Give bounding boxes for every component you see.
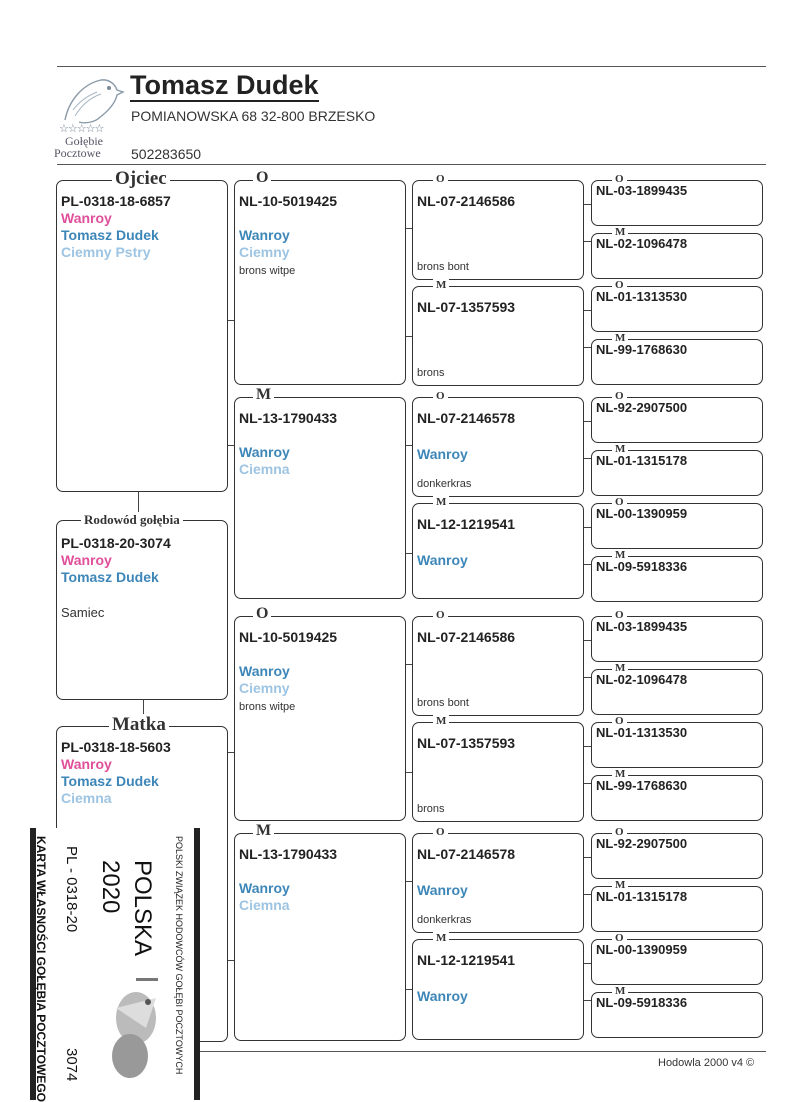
- header-top-rule: [57, 66, 766, 67]
- gen3-box: [412, 173, 584, 280]
- connector: [584, 458, 591, 459]
- gen2-strain: Wanroy: [239, 663, 290, 679]
- gen4-box: [591, 226, 763, 279]
- gen3-box: [412, 279, 584, 386]
- sire-label: O: [253, 606, 271, 622]
- software-credit: Hodowla 2000 v4 ©: [658, 1057, 755, 1069]
- gen4-box: [591, 173, 763, 226]
- ownership-card: [30, 828, 200, 1100]
- gen4-ring: NL-01-1315178: [596, 453, 688, 468]
- sire-label: O: [612, 390, 627, 402]
- subject-sex: Samiec: [61, 605, 105, 620]
- gen3-ring: NL-12-1219541: [417, 952, 516, 968]
- gen2-box: [234, 822, 406, 1041]
- connector: [584, 527, 591, 528]
- card-country: POLSKA: [129, 860, 156, 957]
- mother-color: Ciemna: [61, 790, 112, 806]
- gen4-ring: NL-03-1899435: [596, 619, 688, 634]
- gen3-note: brons bont: [417, 261, 469, 273]
- gen3-strain: Wanroy: [417, 988, 468, 1004]
- gen4-box: [591, 609, 763, 662]
- gen2-ring: NL-10-5019425: [239, 629, 338, 645]
- gen3-ring: NL-07-2146586: [417, 193, 516, 209]
- card-year: 2020: [97, 860, 124, 914]
- father-ring: PL-0318-18-6857: [61, 193, 171, 209]
- breeder-name: Tomasz Dudek: [130, 70, 319, 100]
- connector: [406, 772, 412, 773]
- gen2-box: [234, 169, 406, 385]
- dam-label: M: [433, 932, 449, 944]
- gen3-box: [412, 390, 584, 497]
- gen3-box: [412, 496, 584, 599]
- gen4-box: [591, 985, 763, 1038]
- gen4-box: [591, 496, 763, 549]
- gen3-note: donkerkras: [417, 914, 472, 926]
- gen4-box: [591, 390, 763, 443]
- sire-label: O: [433, 173, 448, 185]
- subject-strain: Wanroy: [61, 552, 112, 568]
- connector: [228, 445, 234, 446]
- gen2-note: brons witpe: [239, 701, 296, 713]
- connector: [584, 640, 591, 641]
- mother-strain: Wanroy: [61, 756, 112, 772]
- gen3-box: [412, 715, 584, 822]
- dam-label: M: [253, 823, 274, 839]
- breeder-phone: 502283650: [131, 146, 202, 162]
- sire-label: O: [612, 826, 627, 838]
- gen3-box: [412, 826, 584, 933]
- connector: [584, 746, 591, 747]
- card-title: KARTA WŁASNOŚCI GOŁĘBIA POCZTOWEGO: [34, 836, 48, 1102]
- subject-box: [56, 512, 228, 700]
- breeder-address: POMIANOWSKA 68 32-800 BRZESKO: [131, 108, 376, 124]
- gen2-ring: NL-10-5019425: [239, 193, 338, 209]
- gen4-ring: NL-09-5918336: [596, 559, 688, 574]
- gen2-box: [234, 386, 406, 599]
- gen3-ring: NL-07-1357593: [417, 299, 516, 315]
- dam-label: M: [253, 387, 274, 403]
- gen2-box: [234, 605, 406, 821]
- gen3-note: brons: [417, 367, 445, 379]
- logo: [55, 70, 127, 162]
- dam-label: M: [612, 879, 628, 891]
- gen3-strain: Wanroy: [417, 882, 468, 898]
- gen2-ring: NL-13-1790433: [239, 846, 338, 862]
- father-color: Ciemny Pstry: [61, 244, 151, 260]
- sire-label: O: [612, 932, 627, 944]
- connector: [584, 241, 591, 242]
- connector: [228, 960, 234, 961]
- mother-label: Matka: [109, 714, 169, 736]
- gen4-ring: NL-01-1313530: [596, 289, 688, 304]
- gen4-ring: NL-09-5918336: [596, 995, 688, 1010]
- gen4-box: [591, 549, 763, 602]
- logo-stars: ☆☆☆☆☆: [59, 123, 104, 135]
- gen2-color: Ciemny: [239, 680, 290, 696]
- gen3-ring: NL-07-2146578: [417, 846, 516, 862]
- dam-label: M: [433, 715, 449, 727]
- connector: [584, 1000, 591, 1001]
- gen2-ring: NL-13-1790433: [239, 410, 338, 426]
- connector: [584, 963, 591, 964]
- subject-owner: Tomasz Dudek: [61, 569, 159, 585]
- father-label: Ojciec: [112, 168, 170, 190]
- gen3-strain: Wanroy: [417, 446, 468, 462]
- gen2-strain: Wanroy: [239, 227, 290, 243]
- dam-label: M: [433, 496, 449, 508]
- mother-ring: PL-0318-18-5603: [61, 739, 171, 755]
- gen2-color: Ciemna: [239, 461, 290, 477]
- gen4-ring: NL-02-1096478: [596, 672, 688, 687]
- gen2-color: Ciemny: [239, 244, 290, 260]
- gen3-note: brons bont: [417, 697, 469, 709]
- connector: [406, 664, 412, 665]
- dam-label: M: [612, 985, 628, 997]
- connector: [584, 564, 591, 565]
- gen4-ring: NL-00-1390959: [596, 506, 688, 521]
- gen4-box: [591, 662, 763, 715]
- gen3-box: [412, 609, 584, 716]
- father-owner: Tomasz Dudek: [61, 227, 159, 243]
- sire-label: O: [433, 826, 448, 838]
- dam-label: M: [612, 226, 628, 238]
- connector: [406, 336, 412, 337]
- card-ring-prefix: PL - 0318-20: [63, 846, 80, 933]
- sire-label: O: [612, 173, 627, 185]
- connector: [406, 989, 412, 990]
- connector: [228, 320, 234, 321]
- gen2-strain: Wanroy: [239, 444, 290, 460]
- gen4-box: [591, 332, 763, 385]
- gen4-ring: NL-01-1315178: [596, 889, 688, 904]
- subject-ring: PL-0318-20-3074: [61, 535, 171, 551]
- gen4-box: [591, 932, 763, 985]
- connector: [406, 228, 412, 229]
- connector: [584, 857, 591, 858]
- gen4-box: [591, 768, 763, 821]
- gen4-box: [591, 826, 763, 879]
- gen4-box: [591, 715, 763, 768]
- sire-label: O: [612, 279, 627, 291]
- connector: [584, 347, 591, 348]
- connector: [584, 677, 591, 678]
- pigeon-logo-icon: [55, 70, 127, 128]
- connector: [406, 553, 412, 554]
- sire-label: O: [433, 390, 448, 402]
- dam-label: M: [612, 332, 628, 344]
- footer-rule: [200, 1051, 766, 1052]
- sire-label: O: [433, 609, 448, 621]
- gen4-ring: NL-00-1390959: [596, 942, 688, 957]
- gen4-ring: NL-99-1768630: [596, 342, 688, 357]
- gen2-strain: Wanroy: [239, 880, 290, 896]
- connector: [406, 881, 412, 882]
- gen3-ring: NL-12-1219541: [417, 516, 516, 532]
- sire-label: O: [612, 609, 627, 621]
- gen4-ring: NL-92-2907500: [596, 400, 688, 415]
- father-strain: Wanroy: [61, 210, 112, 226]
- sire-label: O: [612, 715, 627, 727]
- gen2-note: brons witpe: [239, 265, 296, 277]
- subject-label: Rodowód gołębia: [81, 512, 183, 528]
- sire-label: O: [612, 496, 627, 508]
- father-box: [56, 168, 228, 492]
- connector: [584, 421, 591, 422]
- connector: [406, 445, 412, 446]
- card-ring-number: 3074: [63, 1048, 80, 1082]
- connector: [228, 752, 234, 753]
- dam-label: M: [612, 549, 628, 561]
- gen4-ring: NL-92-2907500: [596, 836, 688, 851]
- gen4-ring: NL-02-1096478: [596, 236, 688, 251]
- connector: [584, 783, 591, 784]
- gen3-ring: NL-07-2146586: [417, 629, 516, 645]
- gen3-ring: NL-07-2146578: [417, 410, 516, 426]
- dam-label: M: [612, 443, 628, 455]
- dam-label: M: [612, 662, 628, 674]
- gen2-color: Ciemna: [239, 897, 290, 913]
- gen4-ring: NL-03-1899435: [596, 183, 688, 198]
- connector: [584, 204, 591, 205]
- mother-owner: Tomasz Dudek: [61, 773, 159, 789]
- card-union: POLSKI ZWIĄZEK HODOWCÓW GOŁĘBI POCZTOWYCH: [174, 836, 184, 1075]
- logo-text-2: Pocztowe: [54, 146, 101, 160]
- gen4-box: [591, 879, 763, 932]
- gen4-box: [591, 279, 763, 332]
- gen3-note: donkerkras: [417, 478, 472, 490]
- connector: [584, 310, 591, 311]
- connector: [584, 894, 591, 895]
- gen3-note: brons: [417, 803, 445, 815]
- header-bottom-rule: [57, 164, 766, 165]
- gen4-ring: NL-99-1768630: [596, 778, 688, 793]
- dam-label: M: [433, 279, 449, 291]
- gen3-strain: Wanroy: [417, 552, 468, 568]
- gen4-ring: NL-01-1313530: [596, 725, 688, 740]
- logo-text-1: Gołębie: [65, 134, 103, 148]
- sire-label: O: [253, 170, 271, 186]
- gen3-box: [412, 932, 584, 1040]
- gen4-box: [591, 443, 763, 496]
- gen3-ring: NL-07-1357593: [417, 735, 516, 751]
- dam-label: M: [612, 768, 628, 780]
- pigeon-photo-icon: [96, 978, 170, 1096]
